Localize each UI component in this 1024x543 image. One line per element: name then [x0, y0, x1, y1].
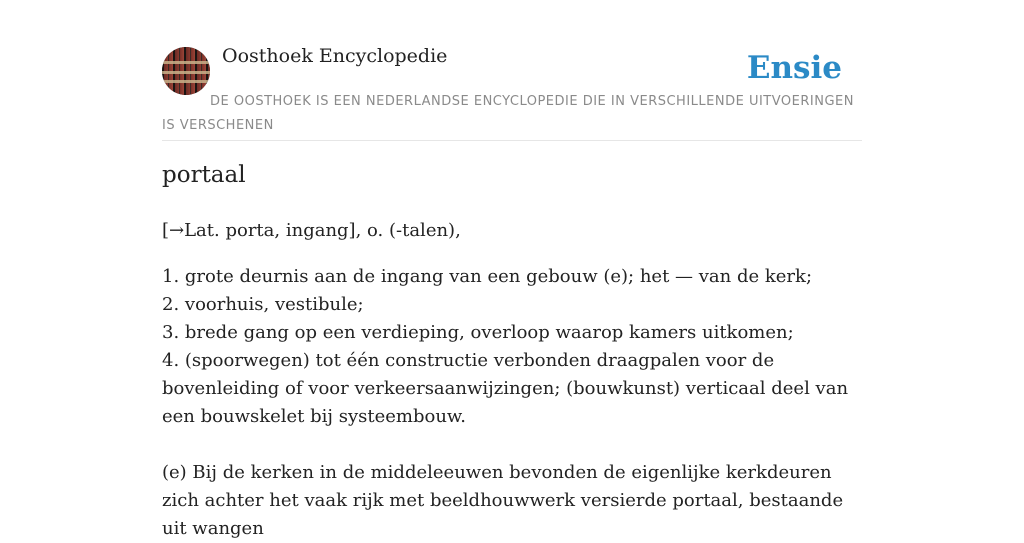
definition-item: 2. voorhuis, vestibule;	[162, 294, 364, 315]
entry-note: (e) Bij de kerken in de middeleeuwen bevonden de eigenlijke kerkdeuren zich achter het vaak rijk met beeldhouwwerk versierde portaal, bestaande uit wangen	[162, 462, 844, 539]
definition-item: 3. brede gang op een verdieping, overloop waarop kamers uitkomen;	[162, 322, 794, 343]
page-container	[162, 0, 862, 539]
definition-item: 4. (spoorwegen) tot één constructie verbonden draagpalen voor de bovenleiding of voor verkeersaanwijzingen; (bouwkunst) verticaal deel van een bouwskelet bij systeembouw.	[162, 350, 849, 427]
source-tagline: DE OOSTHOEK IS EEN NEDERLANDSE ENCYCLOPEDIE DIE IN VERSCHILLENDE UITVOERINGEN IS VERSCHENEN	[162, 94, 854, 133]
site-header	[162, 0, 862, 141]
entry-definitions	[162, 263, 862, 431]
entry-title: portaal	[162, 162, 246, 188]
definition-item: 1. grote deurnis aan de ingang van een gebouw (e); het — van de kerk;	[162, 266, 813, 287]
ensie-logo-link[interactable]: Ensie	[746, 50, 842, 86]
source-avatar[interactable]	[162, 47, 210, 95]
entry-etymology: [→Lat. porta, ingang], o. (-talen),	[162, 220, 461, 241]
source-name-link[interactable]: Oosthoek Encyclopedie	[222, 45, 448, 67]
